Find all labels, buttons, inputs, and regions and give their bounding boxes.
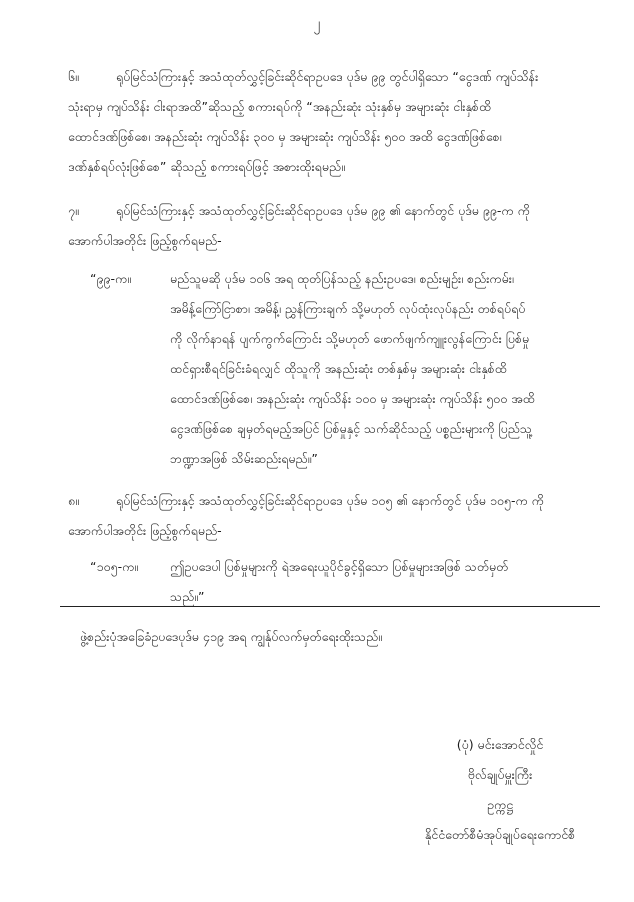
section-line: အောက်ပါအတိုင်း ဖြည့်စွက်ရမည်- bbox=[68, 523, 222, 538]
section-line: အောက်ပါအတိုင်း ဖြည့်စွက်ရမည်- bbox=[68, 233, 222, 248]
quote-line: အမိန့်ကြော်ငြာစာ၊ အမိန့်၊ ညွှန်ကြားချက် သို့မဟုတ် လုပ်ထုံးလုပ်နည်း တစ်ရပ်ရပ် bbox=[170, 301, 526, 316]
quote-line: ထောင်ဒဏ်ဖြစ်စေ၊ အနည်းဆုံး ကျပ်သိန်း ၁၀၀ မှ အများဆုံး ကျပ်သိန်း ၅၀၀ အထိ bbox=[170, 391, 535, 406]
section-line: ထောင်ဒဏ်ဖြစ်စေ၊ အနည်းဆုံး ကျပ်သိန်း ၃၀၀ မှ အများဆုံး ကျပ်သိန်း ၅၀၀ အထိ ငွေဒဏ်ဖြစ်စေ၊ bbox=[68, 129, 502, 144]
quote-line: ဤဥပဒေပါ ပြစ်မှုများကို ရဲအရေးယူပိုင်ခွင့်ရှိသော ပြစ်မှုများအဖြစ် သတ်မှတ် bbox=[170, 559, 509, 574]
section-number: ၆။ bbox=[68, 69, 79, 84]
quoted-section-105a bbox=[90, 552, 602, 612]
quote-line: ဘဏ္ဍာအဖြစ် သိမ်းဆည်းရမည်။” bbox=[170, 451, 318, 466]
section-line: ရုပ်မြင်သံကြားနှင့် အသံထုတ်လွှင့်ခြင်းဆိုင်ရာဥပဒေ ပုဒ်မ ၉၉ တွင်ပါရှိသော “ငွေဒဏ် ကျပ်သိန်း bbox=[116, 69, 539, 84]
page-number: ၂ bbox=[313, 16, 321, 32]
signature-block bbox=[380, 730, 620, 850]
signatory-name: (ပုံ) မင်းအောင်လှိုင် bbox=[456, 737, 544, 752]
quote-line: မည်သူမဆို ပုဒ်မ ၁၀၆ အရ ထုတ်ပြန်သည့် နည်းဥပဒေ၊ စည်းမျဉ်း၊ စည်းကမ်း၊ bbox=[170, 271, 514, 286]
section-7 bbox=[68, 196, 598, 256]
section-line: သုံးရာမှ ကျပ်သိန်း ငါးရာအထိ”ဆိုသည့် စကားရပ်ကို “အနည်းဆုံး သုံးနှစ်မှ အများဆုံး ငါးနှစ်ထိ bbox=[68, 99, 492, 114]
section-number: ၈။ bbox=[68, 493, 79, 508]
section-number: ၇။ bbox=[68, 203, 79, 218]
quoted-section-number: “၁၀၅-က။ bbox=[90, 559, 139, 574]
quote-line: ကို လိုက်နာရန် ပျက်ကွက်ကြောင်း သို့မဟုတ် ဖောက်ဖျက်ကျူးလွန်ကြောင်း ပြစ်မှု bbox=[170, 331, 530, 346]
signatory-body: နိုင်ငံတော်စီမံအုပ်ချုပ်ရေးကောင်စီ bbox=[424, 827, 576, 842]
section-8 bbox=[68, 486, 598, 546]
quote-line: ထင်ရှားစီရင်ခြင်းခံရလျှင် ထိုသူကို အနည်းဆုံး တစ်နှစ်မှ အများဆုံး ငါးနှစ်ထိ bbox=[170, 361, 507, 376]
quote-line: သည်။” bbox=[170, 589, 205, 604]
quoted-section-number: “၉၉-က။ bbox=[90, 271, 132, 286]
signatory-rank: ဗိုလ်ချုပ်မှူးကြီး bbox=[467, 767, 533, 782]
signing-statement: ဖွဲ့စည်းပုံအခြေခံဥပဒေပုဒ်မ ၄၁၉ အရ ကျွန်ုပ်လက်မှတ်ရေးထိုးသည်။ bbox=[80, 629, 382, 644]
quote-line: ငွေဒဏ်ဖြစ်စေ ချမှတ်ရမည့်အပြင် ပြစ်မှုနှင့် သက်ဆိုင်သည့် ပစ္စည်းများကို ပြည်သူ့ bbox=[170, 421, 532, 436]
section-line: ဒဏ်နှစ်ရပ်လုံးဖြစ်စေ” ဆိုသည့် စကားရပ်ဖြင့် အစားထိုးရမည်။ bbox=[68, 159, 345, 174]
section-6 bbox=[68, 62, 598, 182]
section-line: ရုပ်မြင်သံကြားနှင့် အသံထုတ်လွှင့်ခြင်းဆိုင်ရာဥပဒေ ပုဒ်မ ၁၀၅ ၏ နောက်တွင် ပုဒ်မ ၁၀၅-က ကို bbox=[116, 493, 544, 508]
quoted-section-99a bbox=[90, 264, 602, 474]
signatory-title: ဥက္ကဋ္ဌ bbox=[487, 797, 513, 812]
horizontal-divider bbox=[60, 606, 600, 607]
section-line: ရုပ်မြင်သံကြားနှင့် အသံထုတ်လွှင့်ခြင်းဆိုင်ရာဥပဒေ ပုဒ်မ ၉၉ ၏ နောက်တွင် ပုဒ်မ ၉၉-က ကို bbox=[116, 203, 530, 218]
